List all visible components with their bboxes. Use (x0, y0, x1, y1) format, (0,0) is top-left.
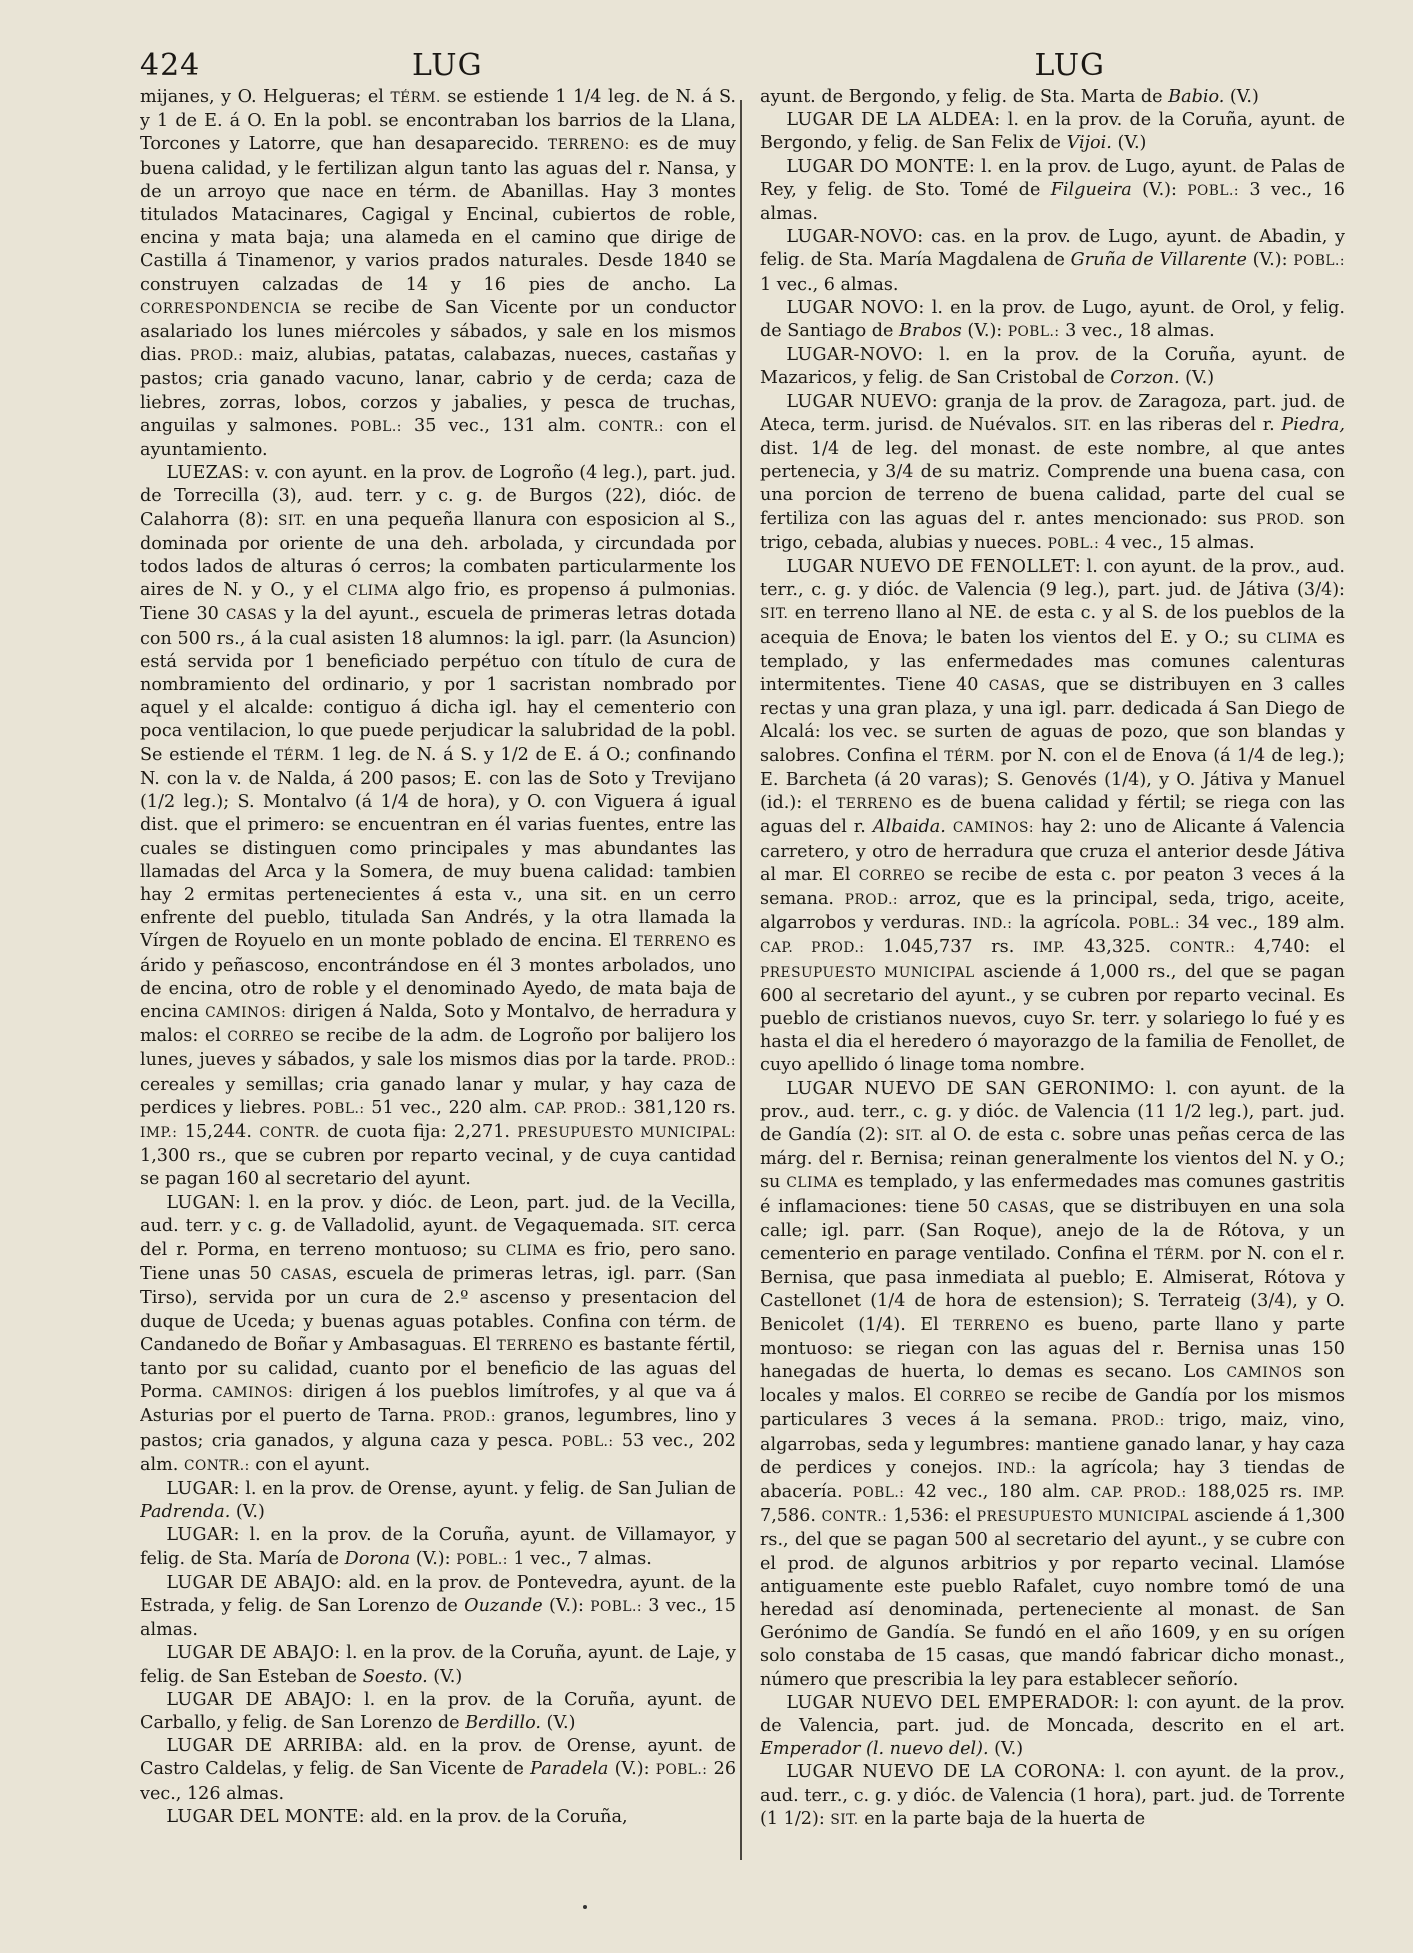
entry-text: 188,025 rs. (1186, 1481, 1313, 1502)
entry-abbreviation: SIT. (895, 1127, 924, 1144)
entry-text: 381,120 rs. (626, 1097, 736, 1118)
entry-text: l. en la prov. de Lugo, ayunt. de Palas de Rey, y felig. de Sto. Tomé de (760, 156, 1345, 200)
entry-text: es bueno, parte llano y parte montuoso: se riegan con las aguas del r. Bernisa unas 150 hanegadas de huerta, lo demas es secano. Los (760, 1314, 1345, 1382)
page-header (140, 48, 1345, 88)
entry-abbreviation: CLIMA (786, 1175, 838, 1192)
entry-text: ald. en la prov. de la Coruña, (364, 1806, 628, 1827)
entry-abbreviation: CORREO (227, 1029, 295, 1046)
entry-text: mijanes, y O. Helgueras; el (140, 87, 391, 107)
entry-abbreviation: POBL.: (350, 418, 402, 435)
dictionary-entry (140, 1735, 736, 1806)
entry-abbreviation: PRESUPUESTO MUNICIPAL: (517, 1124, 736, 1141)
entry-text: (V.): (608, 1759, 656, 1780)
entry-headword: LUGAR-NOVO: (786, 227, 924, 248)
entry-abbreviation: IMP. (1312, 1484, 1345, 1501)
entry-abbreviation: PRESUPUESTO MUNICIPAL (760, 964, 975, 981)
entry-text: 26 vec., 126 almas. (140, 1759, 736, 1804)
entry-abbreviation: TERRENO (496, 1337, 574, 1354)
dictionary-entry (760, 556, 1345, 1077)
entry-text: en las riberas del r. (1091, 414, 1282, 435)
entry-headword: LUGAR DE ABAJO: (166, 1689, 353, 1710)
entry-abbreviation: CORREO (858, 867, 926, 884)
entry-abbreviation: POBL.: (852, 1484, 905, 1501)
entry-text: por N. con el r. Bernisa, que pasa inmediata al pueblo; E. Almiserat, Rótova y Castellonet (1/4 de hora de estension); S. Terrateig (3/4), y O. Benicolet (1/4). El (760, 1243, 1345, 1335)
entry-text: 3 vec., 16 almas. (760, 179, 1345, 225)
entry-abbreviation: CASAS (997, 1199, 1050, 1216)
entry-reference: Emperador (l. nuevo del). (760, 1739, 989, 1760)
entry-text: 42 vec., 180 alm. (904, 1481, 1091, 1502)
entry-abbreviation: TERRENO (836, 796, 913, 813)
dictionary-entry (140, 1642, 736, 1688)
right-column (760, 86, 1345, 1946)
entry-text: l. con ayunt. de la prov., aud. terr., c. g. y dióc. de Valencia (11 1/2 leg.), part. jud. de Gandía (2): (760, 1078, 1345, 1145)
entry-abbreviation: CLIMA (505, 1242, 558, 1259)
running-head-right: LUG (1034, 48, 1105, 83)
entry-abbreviation: IMP.: (140, 1124, 178, 1141)
entry-abbreviation: IND.: (972, 916, 1013, 933)
entry-abbreviation: POBL.: (1187, 182, 1239, 199)
entry-text: l. con ayunt. de la prov., aud. terr., c. g. y dióc. de Valencia (9 leg.), part. jud. de Játiva (3/4): (760, 557, 1345, 601)
entry-abbreviation: SIT. (1063, 417, 1092, 434)
entry-abbreviation: PROD.: (189, 348, 244, 365)
entry-text: 3 vec., 18 almas. (1059, 321, 1215, 342)
dictionary-entry (760, 226, 1345, 297)
entry-text: l: con ayunt. de la prov. de Valencia, part. jud. de Moncada, descrito en el art. (760, 1692, 1345, 1737)
entry-abbreviation: TERRENO (953, 1317, 1030, 1334)
entry-text: son locales y malos. El (760, 1361, 1345, 1407)
entry-text: (V.) (1111, 133, 1147, 154)
dictionary-entry (760, 344, 1345, 390)
entry-text: l. en la prov. de Orense, ayunt. y felig. de San Julian de (239, 1478, 736, 1499)
entry-reference: Vijoi. (1066, 133, 1112, 154)
entry-text: (V.) (540, 1713, 576, 1734)
entry-text: se estiende 1 1/4 leg. de N. á S. y 1 de E. á O. En la pobl. se encontraban los barrios de la Llana, Torcones y Latorre, que han desaparecido. (140, 87, 736, 155)
dictionary-entry (140, 1806, 736, 1829)
entry-abbreviation: POBL.: (590, 1599, 642, 1615)
entry-abbreviation: POBL.: (561, 1433, 614, 1450)
dictionary-entry (140, 1192, 736, 1478)
entry-headword: LUGAN: (166, 1192, 242, 1213)
entry-abbreviation: POBL.: (456, 1551, 508, 1568)
entry-text: al O. de esta c. sobre unas peñas cerca de las márg. del r. Bernisa; reinan generalmente los vientos del N. y O.; su (760, 1124, 1345, 1193)
entry-text: l. en la prov. y dióc. de Leon, part. jud. de la Vecilla, aud. terr. y c. g. de Valladolid, ayunt. de Vegaquemada. (140, 1192, 736, 1236)
entry-abbreviation: CAP. PROD.: (1090, 1484, 1187, 1501)
entry-abbreviation: POBL.: (1293, 253, 1345, 270)
entry-abbreviation: IMP. (1032, 940, 1066, 957)
entry-text: v. con ayunt. en la prov. de Logroño (4 leg.), part. jud. de Torrecilla (3), aud. terr. y c. g. de Burgos (22), dióc. de Calahorra (8): (140, 463, 736, 530)
entry-text: se recibe de Gandía por los mismos particulares 3 veces á la semana. (760, 1386, 1345, 1431)
entry-text: l. en la prov. de la Coruña, ayunt. de Villamayor, y felig. de Sta. María de (140, 1525, 736, 1569)
entry-text: es templado, y las enfermedades mas comunes gastritis é inflamaciones: tiene 50 (760, 1172, 1345, 1217)
entry-text: dist. 1/4 de leg. del monast. de este nombre, al que antes pertenecia, y 3/4 de su matriz. Comprende una buena casa, con una porcion de terreno de buena calidad, parte del cual se fertiliza con las aguas del r. antes mencionado: sus (760, 439, 1345, 529)
entry-text: dirigen á Nalda, Soto y Montalvo, de herradura y malos: el (140, 1001, 736, 1047)
entry-text: l. en la prov. de Lugo, ayunt. de Orol, y felig. de Santiago de (760, 297, 1345, 342)
entry-text: de cuota fija: 2,271. (319, 1121, 518, 1142)
entry-text: y la del ayunt., escuela de primeras letras dotada con 500 rs., á la cual asisten 18 alumnos: la igl. parr. (la Asuncion) está servida por 1 beneficiado perpétuo con título de cura de nombramiento del ordinario, y por 1 sacristan nombrado por aquel y el alcalde: contiguo á dicha igl. hay el cementerio con poca ventilacion, lo que puede perjudicar la salubridad de la pobl. Se estiende el (140, 604, 736, 765)
entry-text: granja de la prov. de Zaragoza, part. jud. de Ateca, term. jurisd. de Nuévalos. (760, 391, 1345, 435)
dictionary-entry (140, 1478, 736, 1524)
entry-text: hay 2: uno de Alicante á Valencia carretero, y otro de herradura que cruza el anterior desde Játiva al mar. El (760, 817, 1345, 885)
entry-text: (V.) (427, 1666, 463, 1687)
running-head-left: LUG (412, 48, 483, 83)
entry-abbreviation: PROD. (1256, 511, 1305, 528)
entry-abbreviation: CAP. PROD.: (760, 940, 865, 957)
entry-abbreviation: TÉRM. (390, 90, 441, 106)
entry-abbreviation: CONTR.: (821, 1509, 888, 1526)
entry-text: 1.045,737 rs. (864, 937, 1033, 958)
dictionary-entry (140, 1572, 736, 1643)
entry-abbreviation: POBL.: (655, 1762, 708, 1779)
entry-text: por N. con el de Enova (á 1/4 de leg.); E. Barcheta (á 20 varas); S. Genovés (1/4), y O. Játiva y Manuel (id.): el (760, 745, 1345, 814)
entry-reference: Berdillo. (465, 1713, 541, 1734)
entry-reference: Albaida. (872, 817, 946, 838)
entry-text: (V.): (1246, 250, 1294, 271)
entry-text: son trigo, cebada, alubias y nueces. (760, 508, 1345, 553)
entry-text: l. con ayunt. de la prov., aud. terr., c. g. y dióc. de Valencia (1 hora), part. jud. de Torrente (1 1/2): (760, 1762, 1345, 1829)
dictionary-entry (760, 297, 1345, 344)
entry-text: 43,325. (1065, 937, 1170, 958)
entry-abbreviation: CAMINOS (1226, 1364, 1303, 1381)
entry-abbreviation: CASAS (988, 678, 1041, 695)
entry-text: , escuela de primeras letras, igl. parr. (San Tirso), servida por un cura de 2.º ascenso y presentacion del duque de Uceda; y buenas aguas potables. Confina con térm. de Candanedo de Boñar y Ambasaguas. El (140, 1264, 736, 1355)
entry-text: 4 vec., 15 almas. (1099, 532, 1255, 553)
entry-text: algo frio, es propenso á pulmonias. Tiene 30 (140, 580, 736, 625)
entry-abbreviation: POBL.: (1047, 535, 1100, 552)
entry-text: (V.): (542, 1596, 591, 1616)
entry-headword: LUGAR DE ABAJO: (166, 1572, 342, 1593)
entry-headword: LUGAR NUEVO DE LA CORONA: (786, 1762, 1106, 1783)
entry-reference: Gruña de Villarente (1070, 250, 1247, 271)
dictionary-entry (760, 1761, 1345, 1832)
entry-abbreviation: CORREO (939, 1389, 1007, 1406)
entry-text: es bastante fértil, tanto por su calidad, cuanto por el beneficio de las aguas del Porma. (140, 1334, 736, 1403)
entry-reference: Padrenda. (140, 1502, 231, 1523)
entry-text: (V.) (1179, 368, 1215, 389)
entry-text: 1,300 rs., que se cubren por reparto vecinal, y de cuya cantidad se pagan 160 al secretario del ayunt. (140, 1146, 736, 1190)
entry-abbreviation: TÉRM. (944, 748, 995, 765)
entry-text: cereales y semillas; cria ganado lanar y mular, y hay caza de perdices y liebres. (140, 1074, 736, 1118)
entry-reference: Dorona (344, 1548, 411, 1569)
entry-abbreviation: POBL.: (312, 1100, 365, 1117)
entry-abbreviation: CONTR. (259, 1124, 320, 1141)
dictionary-entry (760, 391, 1345, 556)
entry-text: se recibe de San Vicente por un conductor asalariado los lunes miércoles y sábados, y sale en los mismos dias. (140, 297, 736, 366)
entry-text: cerca del r. Porma, en terreno montuoso; su (140, 1215, 736, 1260)
entry-text: l. en la prov. de la Coruña, ayunt. de Carballo, y felig. de San Lorenzo de (140, 1689, 736, 1734)
entry-headword: LUGAR DO MONTE: (786, 156, 976, 177)
entry-abbreviation: CAMINOS: (205, 1004, 287, 1021)
entry-text: trigo, maiz, vino, algarrobas, seda y legumbres: mantiene ganado lanar, y hay caza de perdices y conejos. (760, 1410, 1345, 1478)
entry-text: con el ayuntamiento. (140, 415, 736, 461)
dictionary-entry (760, 156, 1345, 227)
entry-text: con el ayunt. (249, 1454, 371, 1475)
entry-text: 3 vec., 15 almas. (140, 1596, 736, 1641)
entry-text: 4,740: el (1235, 937, 1345, 958)
entry-text: maiz, alubias, patatas, calabazas, nueces, castañas y pastos; cria ganado vacuno, lanar, cabrio y de cerda; caza de liebres, zorras, lobos, corzos y jabalies, y pesca de truchas, anguilas y salmones. (140, 345, 736, 436)
entry-text: granos, legumbres, lino y pastos; cria ganados, y alguna caza y pesca. (140, 1406, 736, 1451)
entry-text: asciende á 1,000 rs., del que se pagan 600 al secretario del ayunt., y se cubren por reparto vecinal. Es pueblo de cristianos nuevos, cuyo Sr. terr. y solariego lo fué y es hasta el dia el heredero ó mayorazgo de la familia de Fenollet, de cuyo apellido ó linage toma nombre. (760, 961, 1345, 1076)
entry-abbreviation: TERRENO: (548, 137, 630, 154)
entry-text: , que se distribuyen en una sola calle; igl. parr. (San Roque), anejo de la de Rótova, y un cementerio en parage ventilado. Confina el (760, 1196, 1345, 1264)
dictionary-entry (760, 1692, 1345, 1762)
entry-text: es de muy buena calidad, y le fertilizan algun tanto las aguas del r. Nansa, y de un arroyo que nace en térm. de Abanillas. Hay 3 montes titulados Matacinares, Cagigal y Encinal, cubiertos de roble, encina y mata baja; una alameda en el camino que dirige de Castilla á Tinamenor, y varios prados naturales. Desde 1840 se construyen calzadas de 14 y 16 pies de ancho. La (140, 134, 736, 295)
entry-abbreviation: POBL.: (1007, 324, 1060, 341)
entry-continuation (760, 86, 1345, 109)
column-divider (740, 100, 742, 1860)
entry-text: es de buena calidad y fértil; se riega con las aguas del r. (760, 793, 1345, 838)
entry-abbreviation: TÉRM. (1154, 1246, 1205, 1263)
entry-headword: LUGAR DE ABAJO: (166, 1643, 341, 1664)
entry-text: en terreno llano al NE. de esta c. y al S. de los pueblos de la acequia de Enova; le baten los vientos del E. y O.; su (760, 603, 1345, 648)
entry-text: la agrícola; hay 3 tiendas de abacería. (760, 1457, 1345, 1502)
entry-text: (V.): (961, 321, 1008, 342)
entry-headword: LUGAR NOVO: (786, 297, 925, 318)
entry-text: es templado, y las enfermedades mas comunes calenturas intermitentes. Tiene 40 (760, 627, 1345, 696)
dictionary-entry (140, 1524, 736, 1571)
entry-text: se recibe de la adm. de Logroño por balijero los lunes, jueves y sábados, y sale los mismos dias por la tarde. (140, 1026, 736, 1071)
page-number: 424 (140, 48, 201, 83)
entry-text: es árido y peñascoso, encontrándose en él 3 montes arbolados, uno de encina, otro de roble y el denominado Ayedo, de mata baja de encina (140, 931, 736, 1022)
entry-text: l. en la prov. de la Coruña, ayunt. de Mazaricos, y felig. de San Cristobal de (760, 345, 1345, 389)
entry-reference: Filgueira (1050, 179, 1132, 200)
entry-abbreviation: CONTR.: (598, 418, 664, 435)
entry-text: (V.) (988, 1739, 1024, 1760)
entry-text: (V.): (410, 1548, 457, 1569)
entry-text: (V.) (230, 1502, 265, 1523)
entry-abbreviation: CASAS (225, 607, 278, 624)
entry-abbreviation: TÉRM. (273, 747, 325, 764)
entry-reference: Piedra, (1281, 414, 1345, 435)
entry-text: 1 leg. de N. á S. y 1/2 de E. á O.; confinando N. con la v. de Nalda, á 200 pasos; E. con las de Soto y Trevijano (1/2 leg.); S. Montalvo (á 1/4 de hora), y O. con Viguera á igual dist. que el primero: se encuentran en él varias fuentes, entre las cuales se distinguen como principales y mas abundantes las llamadas del Arca y la Somera, de muy buena calidad: tambien hay 2 ermitas pertenecientes á esta v., una sit. en un cerro enfrente del pueblo, titulada San Andrés, y la otra llamada la Vírgen de Royuelo en un monte poblado de encina. El (140, 744, 736, 952)
dictionary-entry (140, 1689, 736, 1735)
entry-text: 34 vec., 189 alm. (1180, 913, 1345, 934)
entry-abbreviation: CAMINOS: (212, 1385, 294, 1402)
entry-abbreviation: CLIMA (1265, 630, 1318, 647)
entry-abbreviation: SIT. (277, 512, 307, 529)
entry-text: cas. en la prov. de Lugo, ayunt. de Abadin, y felig. de Sta. María Magdalena de (760, 227, 1345, 271)
entry-abbreviation: CLIMA (347, 583, 399, 600)
entry-abbreviation: POBL.: (1128, 916, 1180, 933)
dictionary-entry (140, 462, 736, 1191)
entry-headword: LUGAR DEL MONTE: (166, 1806, 365, 1827)
entry-text: dirigen á los pueblos limítrofes, y al que va á Asturias por el puerto de Tarna. (140, 1382, 736, 1427)
entry-text: en la parte baja de la huerta de (858, 1808, 1146, 1829)
footer-dot (583, 1905, 587, 1909)
entry-reference: Ouzande (464, 1596, 543, 1616)
entry-abbreviation: CONTR.: (1169, 940, 1236, 957)
entry-text: ayunt. de Bergondo, y felig. de Sta. Marta de (760, 87, 1169, 107)
entry-abbreviation: PROD.: (682, 1053, 736, 1070)
entry-abbreviation: CONTR.: (183, 1457, 250, 1474)
entry-abbreviation: PROD.: (1111, 1413, 1165, 1430)
entry-text: l. en la prov. de la Coruña, ayunt. de Laje, y felig. de San Esteban de (140, 1643, 736, 1687)
entry-text: (V.): (1131, 179, 1188, 200)
entry-headword: LUGAR DE ARRIBA: (166, 1736, 364, 1757)
left-column (140, 86, 736, 1946)
entry-headword: LUGAR DE LA ALDEA: (786, 110, 1001, 131)
entry-abbreviation: SIT. (651, 1218, 681, 1235)
entry-text: ald. en la prov. de Pontevedra, ayunt. de la Estrada, y felig. de San Lorenzo de (140, 1572, 736, 1616)
entry-continuation (140, 86, 736, 462)
entry-reference: Paradela (530, 1759, 609, 1780)
entry-abbreviation: PRESUPUESTO MUNICIPAL (976, 1509, 1189, 1526)
entry-headword: LUGAR NUEVO DE SAN GERONIMO: (786, 1078, 1156, 1099)
entry-abbreviation: CORRESPONDENCIA (140, 300, 301, 317)
entry-text: 53 vec., 202 alm. (140, 1430, 736, 1475)
entry-headword: LUGAR: (166, 1478, 240, 1499)
entry-text: se recibe de esta c. por peaton 3 veces á la semana. (760, 864, 1345, 909)
entry-headword: LUGAR NUEVO: (786, 391, 938, 412)
entry-abbreviation: CAMINOS: (952, 820, 1034, 837)
entry-text: 15,244. (177, 1121, 260, 1142)
entry-text: 7,586. (760, 1506, 822, 1527)
entry-headword: LUEZAS: (166, 463, 250, 484)
entry-abbreviation: PROD.: (442, 1409, 496, 1426)
entry-abbreviation: PROD.: (844, 891, 899, 908)
entry-text (946, 817, 953, 837)
entry-headword: LUGAR-NOVO: (786, 345, 924, 366)
entry-text: l. en la prov. de la Coruña, ayunt. de Bergondo, y felig. de San Felix de (760, 110, 1345, 154)
entry-text: 1 vec., 7 almas. (507, 1548, 652, 1569)
entry-text: asciende á 1,300 rs., del que se pagan 500 al secretario del ayunt., y se cubre con el prod. de algunos arbitrios y por reparto vecinal. Llamóse antiguamente este pueblo Rafalet, cuyo nombre tomó de una heredad así denominada, perteneciente al monast. de San Gerónimo de Gandía. Se fundó en el año 1609, y en su orígen solo constaba de 15 casas, que mandó fabricar dicho monast., número que prescribia la ley para establecer señorío. (760, 1506, 1345, 1690)
entry-reference: Soesto. (362, 1666, 428, 1687)
entry-text: 35 vec., 131 alm. (401, 415, 599, 436)
entry-abbreviation: SIT. (830, 1811, 859, 1828)
entry-text: 51 vec., 220 alm. (364, 1097, 535, 1118)
entry-reference: Corzon. (1110, 368, 1180, 389)
entry-text: en una pequeña llanura con esposicion al S., dominada por oriente de una deh. arbolada, y circundada por todos lados de alturas ó cerros; la combaten particularmente los aires de N. y O., y el (140, 509, 736, 601)
entry-headword: LUGAR NUEVO DEL EMPERADOR: (786, 1692, 1120, 1713)
entry-abbreviation: CASAS (280, 1267, 333, 1284)
entry-abbreviation: SIT. (760, 606, 789, 623)
entry-text: arroz, que es la principal, seda, trigo, aceite, algarrobos y verduras. (760, 888, 1345, 934)
entry-text: (V.) (1224, 87, 1259, 107)
entry-text: 1 vec., 6 almas. (760, 274, 899, 295)
dictionary-entry (760, 109, 1345, 155)
entry-text: 1,536: el (887, 1506, 977, 1527)
entry-abbreviation: TERRENO (633, 934, 711, 951)
entry-text: es frio, pero sano. Tiene unas 50 (140, 1239, 736, 1285)
entry-text: ald. en la prov. de Orense, ayunt. de Castro Caldelas, y felig. de San Vicente de (140, 1736, 736, 1780)
entry-reference: Babio. (1168, 87, 1225, 107)
entry-abbreviation: IND.: (996, 1460, 1037, 1477)
entry-headword: LUGAR: (166, 1525, 240, 1546)
entry-headword: LUGAR NUEVO DE FENOLLET: (786, 557, 1082, 578)
dictionary-entry (760, 1078, 1345, 1692)
entry-text: , que se distribuyen en 3 calles rectas y una gran plaza, y una igl. parr. dedicada á San Diego de Alcalá: los vec. se surten de aguas de pozo, que son blandas y salobres. Confina el (760, 675, 1345, 766)
entry-abbreviation: CAP. PROD.: (534, 1100, 627, 1117)
entry-text: la agrícola. (1012, 913, 1129, 934)
entry-reference: Brabos (899, 321, 962, 342)
